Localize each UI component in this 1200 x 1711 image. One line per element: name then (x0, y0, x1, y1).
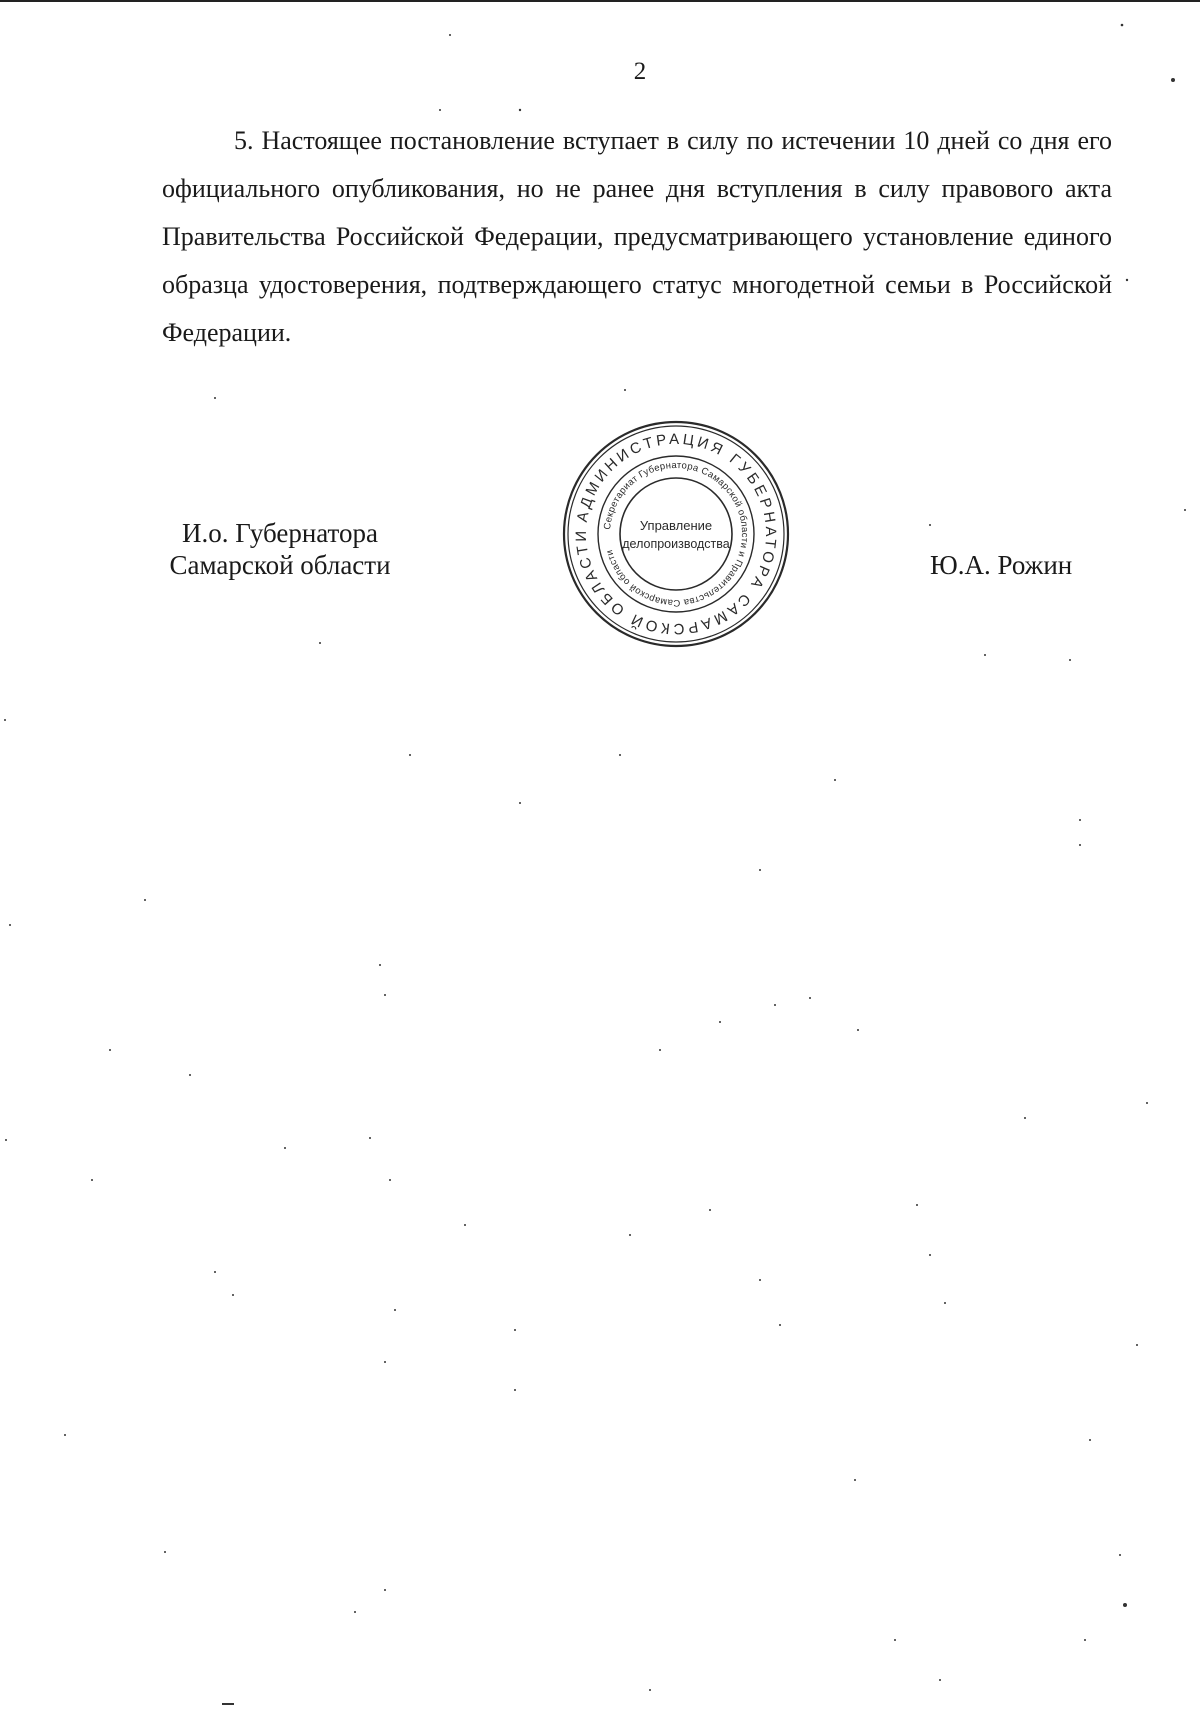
seal-center-line1: Управление (639, 518, 713, 533)
signatory-position-line1: И.о. Губернатора (181, 518, 378, 548)
signatory-position-line2: Самарской области (169, 550, 391, 580)
resolution-paragraph: 5. Настоящее постановление вступает в силу по истечении 10 дней со дня его официального опубликования, но не ранее дня вступления в силу правового акта Правительства Российской Федерации, предусматривающего установление единого образца удостоверения, подтверждающего статус многодетной семьи в Российской Федерации. (162, 126, 1112, 347)
seal-middle-text: Секретариат Губернатора Самарской области и Правительства Самарской области (602, 459, 751, 609)
seal-outer-text: АДМИНИСТРАЦИЯ ГУБЕРНАТОРА САМАРСКОЙ ОБЛАСТИ (572, 430, 780, 638)
seal-center-line2: делопроизводства (622, 537, 730, 551)
svg-text:Секретариат Губернатора Самарс (602, 460, 750, 608)
official-seal-stamp (560, 418, 792, 650)
signatory-name: Ю.А. Рожин (930, 550, 1073, 580)
page-number: 2 (633, 58, 647, 85)
signatory-position (150, 517, 410, 581)
top-border-line (0, 0, 1200, 2)
